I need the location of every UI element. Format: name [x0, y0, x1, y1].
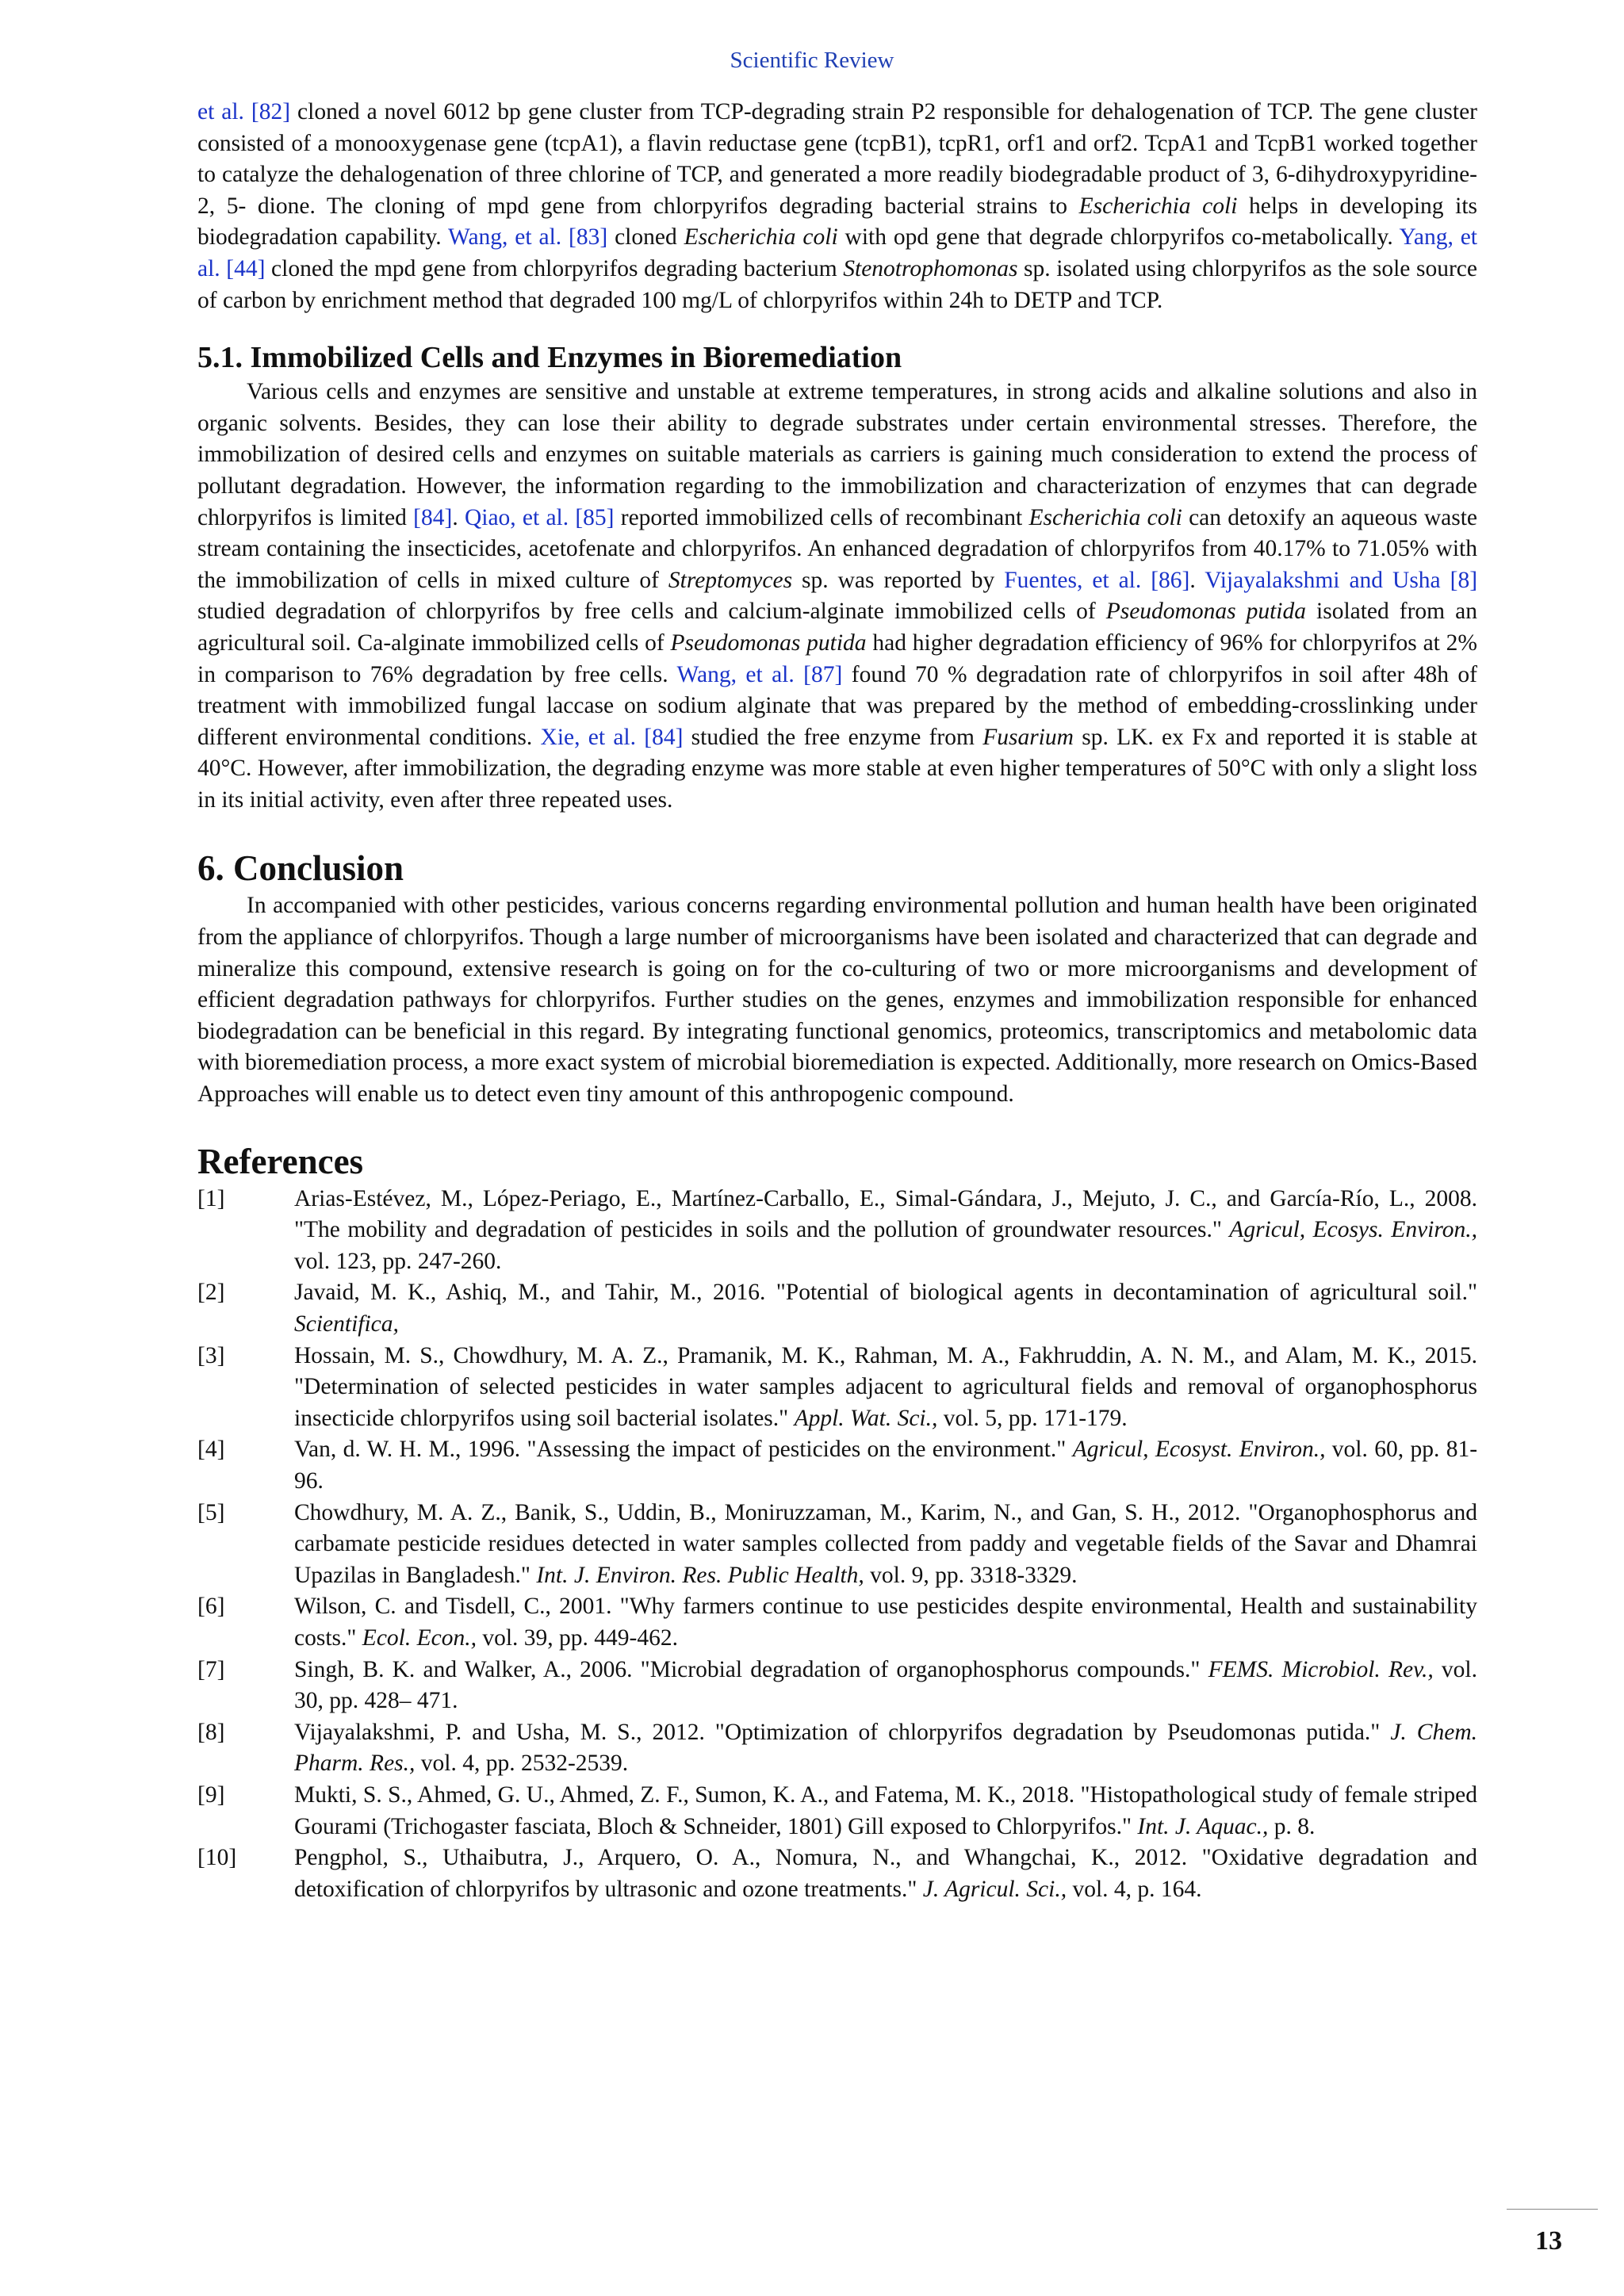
reference-item: [8] Vijayalakshmi, P. and Usha, M. S., 2012. "Optimization of chlorpyrifos degradation by Pseudomonas putida." J. Chem. Pharm. Res., vol. 4, pp. 2532-2539. — [197, 1719, 1477, 1777]
reference-item: [6] Wilson, C. and Tisdell, C., 2001. "Why farmers continue to use pesticides despite environmental, Health and sustainability costs." Ecol. Econ., vol. 39, pp. 449-462. — [197, 1594, 1477, 1651]
citation-link-83[interactable]: Wang, et al. [83] — [447, 224, 608, 251]
footer-divider — [1507, 2209, 1598, 2210]
references-heading: References — [197, 1141, 364, 1181]
reference-list — [197, 1184, 1477, 1906]
journal-header: Scientific Review — [730, 48, 894, 73]
section-heading-5-1: 5.1. Immobilized Cells and Enzymes in Bioremediation — [197, 341, 902, 375]
reference-item: [9] Mukti, S. S., Ahmed, G. U., Ahmed, Z. F., Sumon, K. A., and Fatema, M. K., 2018. "Histopathological study of female striped Gourami (Trichogaster fasciata, Bloch & Schneider, 1801) Gill exposed to Chlorpyrifos." Int. J. Aquac., p. 8. — [197, 1781, 1477, 1839]
citation-link-82[interactable]: et al. [82] — [197, 99, 291, 124]
reference-item: [10] Pengphol, S., Uthaibutra, J., Arquero, O. A., Nomura, N., and Whangchai, K., 2012. "Oxidative degradation and detoxification of chlorpyrifos by ultrasonic and ozone treatments." J. Agricul. Sci., vol. 4, p. 164. — [197, 1845, 1477, 1902]
reference-item: [1] Arias-Estévez, M., López-Periago, E., Martínez-Carballo, E., Simal-Gándara, J., Mejuto, J. C., and García-Río, L., 2008. "The mobility and degradation of pesticides in soils and the pollution of groundwater resources." Agricul, Ecosys. Environ., vol. 123, pp. 247-260. — [197, 1185, 1477, 1274]
citation-link-87[interactable]: Wang, et al. [87] — [676, 661, 843, 687]
citation-link-86[interactable]: Fuentes, et al. [86] — [1004, 567, 1190, 593]
citation-link-44[interactable]: Yang, et al. [44] — [197, 224, 1477, 281]
reference-item: [4] Van, d. W. H. M., 1996. "Assessing the impact of pesticides on the environment." Agricul, Ecosyst. Environ., vol. 60, pp. 81-96. — [197, 1437, 1478, 1494]
article-body — [197, 97, 1477, 1905]
reference-item: [7] Singh, B. K. and Walker, A., 2006. "Microbial degradation of organophosphorus compounds." FEMS. Microbiol. Rev., vol. 30, pp. 428– 471. — [197, 1656, 1477, 1714]
conclusion-paragraph: In accompanied with other pesticides, various concerns regarding environmental pollution and human health have been originated from the appliance of chlorpyrifos. Though a large number of microorganisms have been isolated and characterized that can degrade and mineralize this compound, extensive research is going on for the co-culturing of two or more microorganisms and development of efficient degradation pathways for chlorpyrifos. Further studies on the genes, enzymes and immobilization responsible for enhanced biodegradation can be beneficial in this regard. By integrating functional genomics, proteomics, transcriptomics and metabolomic data with bioremediation process, a more exact system of microbial bioremediation is expected. Additionally, more research on Omics-Based Approaches will enable us to detect even tiny amount of this anthropogenic compound. — [197, 893, 1477, 1108]
section-5-1-paragraph: Various cells and enzymes are sensitive and unstable at extreme temperatures, in strong acids and alkaline solutions and also in organic solvents. Besides, they can lose their ability to degrade substrates under certain environmental stresses. Therefore, the immobilization of desired cells and enzymes on suitable materials as carriers is gaining much consideration to extend the process of pollutant degradation. However, the information regarding to the immobilization and characterization of enzymes that can degrade chlorpyrifos is limited [84]. Qiao, et al. [85] reported immobilized cells of recombinant Escherichia coli can detoxify an aqueous waste stream containing the insecticides, acetofenate and chlorpyrifos. An enhanced degradation of chlorpyrifos from 40.17% to 71.05% with the immobilization of cells in mixed culture of Streptomyces sp. was reported by Fuentes, et al. [86]. Vijayalakshmi and Usha [8] studied degradation of chlorpyrifos by free cells and calcium-alginate immobilized cells of Pseudomonas putida isolated from an agricultural soil. Ca-alginate immobilized cells of Pseudomonas putida had higher degradation efficiency of 96% for chlorpyrifos at 2% in comparison to 76% degradation by free cells. Wang, et al. [87] found 70 % degradation rate of chlorpyrifos in soil after 48h of treatment with immobilized fungal laccase on sodium alginate that was prepared by the method of embedding-crosslinking under different environmental conditions. Xie, et al. [84] studied the free enzyme from Fusarium sp. LK. ex Fx and reported it is stable at 40°C. However, after immobilization, the degrading enzyme was more stable at even higher temperatures of 50°C with only a slight loss in its initial activity, even after three repeated uses. — [197, 379, 1478, 813]
citation-link-85[interactable]: Qiao, et al. [85] — [464, 504, 615, 530]
section-heading-6: 6. Conclusion — [197, 848, 404, 889]
citation-link-84-xie[interactable]: Xie, et al. [84] — [540, 724, 684, 750]
intro-paragraph: et al. [82] cloned a novel 6012 bp gene cluster from TCP-degrading strain P2 responsible for dehalogenation of TCP. The gene cluster consisted of a monooxygenase gene (tcpA1), a flavin reductase gene (tcpB1), tcpR1, orf1 and orf2. TcpA1 and TcpB1 worked together to catalyze the dehalogenation of three chlorine of TCP, and generated a more readily biodegradable product of 3, 6-dihydroxypyridine-2, 5- dione. The cloning of mpd gene from chlorpyrifos degrading bacterial strains to Escherichia coli helps in developing its biodegradation capability. Wang, et al. [83] cloned Escherichia coli with opd gene that degrade chlorpyrifos co-metabolically. Yang, et al. [44] cloned the mpd gene from chlorpyrifos degrading bacterium Stenotrophomonas sp. isolated using chlorpyrifos as the sole source of carbon by enrichment method that degraded 100 mg/L of chlorpyrifos within 24h to DETP and TCP. — [197, 99, 1478, 313]
citation-link-8[interactable]: Vijayalakshmi and Usha [8] — [1205, 567, 1478, 593]
reference-item: [5] Chowdhury, M. A. Z., Banik, S., Uddin, B., Moniruzzaman, M., Karim, N., and Gan, S. H., 2012. "Organophosphorus and carbamate pesticide residues detected in water samples collected from paddy and vegetable fields of the Savar and Dhamrai Upazilas in Bangladesh." Int. J. Environ. Res. Public Health, vol. 9, pp. 3318-3329. — [197, 1499, 1477, 1588]
citation-link-84[interactable]: [84] — [413, 504, 453, 530]
reference-item: [2] Javaid, M. K., Ashiq, M., and Tahir, M., 2016. "Potential of biological agents in decontamination of agricultural soil." Scientifica, — [197, 1280, 1477, 1337]
reference-item: [3] Hossain, M. S., Chowdhury, M. A. Z., Pramanik, M. K., Rahman, M. A., Fakhruddin, A. N. M., and Alam, M. K., 2015. "Determination of selected pesticides in water samples adjacent to agricultural fields and removal of organophosphorus insecticide chlorpyrifos using soil bacterial isolates." Appl. Wat. Sci., vol. 5, pp. 171-179. — [197, 1342, 1477, 1431]
page-number: 13 — [1535, 2226, 1562, 2256]
